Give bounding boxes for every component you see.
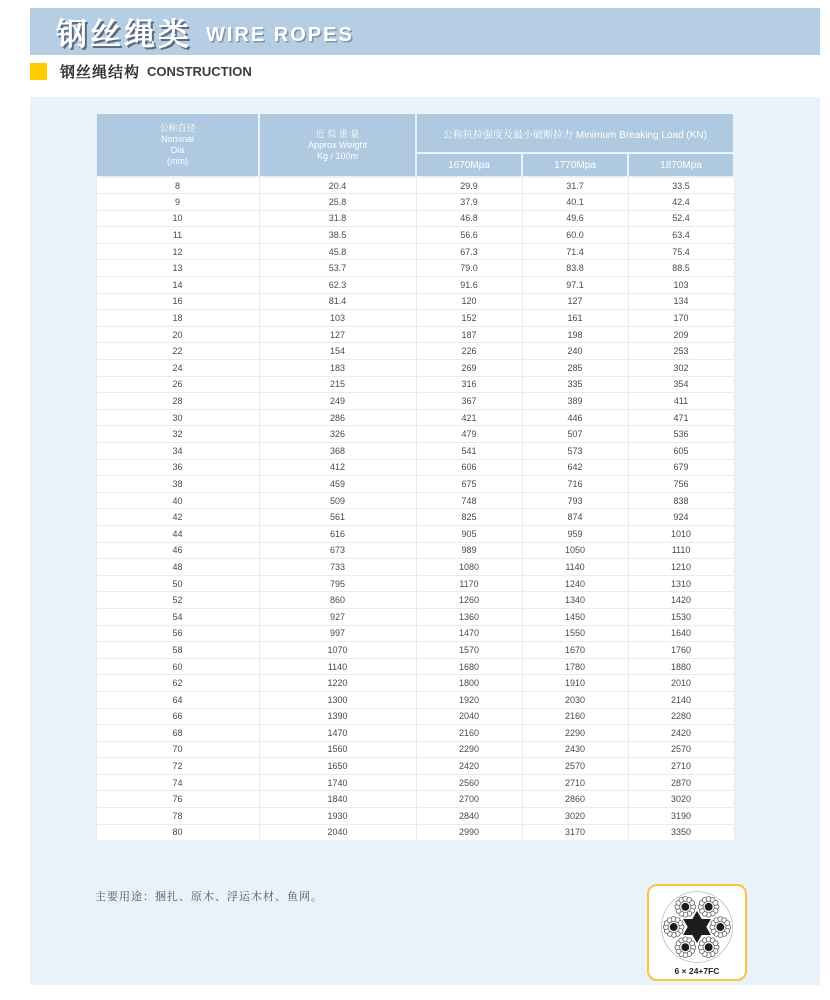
table-cell: 72 (96, 758, 259, 775)
table-cell: 81.4 (259, 293, 416, 310)
table-cell: 45.8 (259, 243, 416, 260)
table-row (96, 227, 734, 244)
table-cell: 1880 (628, 658, 734, 675)
table-cell: 1670 (522, 642, 628, 659)
table-cell: 1570 (416, 642, 522, 659)
banner-title-zh: 钢丝绳类 (56, 17, 192, 52)
table-cell: 286 (259, 409, 416, 426)
table-row (96, 326, 734, 343)
table-cell: 20 (96, 326, 259, 343)
table-cell: 367 (416, 393, 522, 410)
table-cell: 97.1 (522, 277, 628, 294)
table-cell: 134 (628, 293, 734, 310)
table-cell: 46.8 (416, 210, 522, 227)
page-banner (30, 8, 820, 55)
table-cell: 1640 (628, 625, 734, 642)
table-cell: 2280 (628, 708, 734, 725)
table-cell: 1680 (416, 658, 522, 675)
table-cell: 60.0 (522, 227, 628, 244)
table-cell: 959 (522, 525, 628, 542)
table-cell: 1840 (259, 791, 416, 808)
table-cell: 642 (522, 459, 628, 476)
table-row (96, 177, 734, 194)
table-cell: 1760 (628, 642, 734, 659)
table-row (96, 774, 734, 791)
table-cell: 31.7 (522, 177, 628, 194)
table-cell: 2710 (522, 774, 628, 791)
table-cell: 1240 (522, 575, 628, 592)
table-cell: 74 (96, 774, 259, 791)
table-cell: 52 (96, 592, 259, 609)
table-cell: 905 (416, 525, 522, 542)
table-cell: 33.5 (628, 177, 734, 194)
table-cell: 25.8 (259, 194, 416, 211)
table-cell: 2140 (628, 691, 734, 708)
section-title-zh: 钢丝绳结构 (60, 63, 141, 81)
table-cell: 1300 (259, 691, 416, 708)
table-cell: 1360 (416, 608, 522, 625)
table-cell: 1310 (628, 575, 734, 592)
table-row (96, 277, 734, 294)
table-cell: 1080 (416, 559, 522, 576)
table-cell: 215 (259, 376, 416, 393)
table-row (96, 409, 734, 426)
section-heading (30, 61, 252, 81)
table-cell: 606 (416, 459, 522, 476)
table-cell: 44 (96, 525, 259, 542)
table-row (96, 708, 734, 725)
table-cell: 1260 (416, 592, 522, 609)
section-title-en: CONSTRUCTION (147, 63, 252, 79)
table-cell: 2570 (628, 741, 734, 758)
table-cell: 874 (522, 509, 628, 526)
table-cell: 78 (96, 808, 259, 825)
table-cell: 52.4 (628, 210, 734, 227)
table-cell: 1140 (259, 658, 416, 675)
table-cell: 18 (96, 310, 259, 327)
table-cell: 62 (96, 675, 259, 692)
table-cell: 316 (416, 376, 522, 393)
table-cell: 68 (96, 725, 259, 742)
table-cell: 2710 (628, 758, 734, 775)
table-row (96, 741, 734, 758)
wire-rope-spec-table (95, 112, 735, 841)
rope-cross-section-box (647, 884, 747, 981)
table-cell: 2420 (416, 758, 522, 775)
table-cell: 187 (416, 326, 522, 343)
table-cell: 253 (628, 343, 734, 360)
table-cell: 53.7 (259, 260, 416, 277)
table-cell: 28 (96, 393, 259, 410)
table-cell: 1930 (259, 808, 416, 825)
table-cell: 34 (96, 443, 259, 460)
table-cell: 12 (96, 243, 259, 260)
table-cell: 127 (522, 293, 628, 310)
table-cell: 2860 (522, 791, 628, 808)
table-row (96, 476, 734, 493)
table-cell: 2290 (522, 725, 628, 742)
table-cell: 2430 (522, 741, 628, 758)
header-1670mpa: 1670Mpa (416, 153, 522, 177)
table-cell: 120 (416, 293, 522, 310)
table-cell: 679 (628, 459, 734, 476)
table-row (96, 608, 734, 625)
table-cell: 1220 (259, 675, 416, 692)
table-cell: 1920 (416, 691, 522, 708)
table-cell: 152 (416, 310, 522, 327)
table-cell: 1550 (522, 625, 628, 642)
table-cell: 1740 (259, 774, 416, 791)
main-usage-note: 主要用途：捆扎、原木、浮运木材、鱼网。 (95, 891, 323, 903)
header-1770mpa: 1770Mpa (522, 153, 628, 177)
table-cell: 22 (96, 343, 259, 360)
table-row (96, 575, 734, 592)
table-cell: 67.3 (416, 243, 522, 260)
table-cell: 2010 (628, 675, 734, 692)
table-row (96, 808, 734, 825)
table-cell: 2040 (259, 824, 416, 841)
table-cell: 80 (96, 824, 259, 841)
table-cell: 240 (522, 343, 628, 360)
table-row (96, 542, 734, 559)
table-cell: 927 (259, 608, 416, 625)
table-cell: 479 (416, 426, 522, 443)
rope-construction-label: 6 × 24+7FC (674, 965, 720, 976)
table-row (96, 260, 734, 277)
header-breaking-load-group: 公称抗拉强度及最小破断拉力 Minimum Breaking Load (KN) (416, 113, 734, 153)
table-cell: 838 (628, 492, 734, 509)
table-cell: 209 (628, 326, 734, 343)
table-cell: 249 (259, 393, 416, 410)
table-cell: 1420 (628, 592, 734, 609)
table-cell: 60 (96, 658, 259, 675)
table-cell: 1110 (628, 542, 734, 559)
table-cell: 76 (96, 791, 259, 808)
table-cell: 2160 (416, 725, 522, 742)
table-cell: 997 (259, 625, 416, 642)
table-cell: 446 (522, 409, 628, 426)
table-cell: 170 (628, 310, 734, 327)
table-header (96, 113, 734, 177)
table-cell: 825 (416, 509, 522, 526)
table-cell: 509 (259, 492, 416, 509)
table-cell: 1650 (259, 758, 416, 775)
table-cell: 2560 (416, 774, 522, 791)
table-cell: 756 (628, 476, 734, 493)
table-cell: 793 (522, 492, 628, 509)
table-cell: 2870 (628, 774, 734, 791)
table-cell: 421 (416, 409, 522, 426)
table-cell: 989 (416, 542, 522, 559)
table-cell: 507 (522, 426, 628, 443)
table-cell: 1010 (628, 525, 734, 542)
table-row (96, 393, 734, 410)
table-row (96, 725, 734, 742)
table-cell: 302 (628, 360, 734, 377)
table-cell: 49.6 (522, 210, 628, 227)
banner-title-en: WIRE ROPES (206, 24, 354, 46)
table-row (96, 824, 734, 841)
table-cell: 20.4 (259, 177, 416, 194)
table-cell: 103 (628, 277, 734, 294)
table-cell: 161 (522, 310, 628, 327)
table-row (96, 426, 734, 443)
table-cell: 63.4 (628, 227, 734, 244)
rope-cross-section-icon (659, 890, 735, 964)
table-cell: 716 (522, 476, 628, 493)
table-row (96, 459, 734, 476)
table-cell: 2040 (416, 708, 522, 725)
table-cell: 2840 (416, 808, 522, 825)
header-nominal-dia: 公称直径 Nominal Dia (mm) (96, 113, 259, 177)
table-cell: 326 (259, 426, 416, 443)
table-row (96, 443, 734, 460)
table-cell: 368 (259, 443, 416, 460)
table-row (96, 210, 734, 227)
table-cell: 2990 (416, 824, 522, 841)
table-cell: 748 (416, 492, 522, 509)
table-cell: 2700 (416, 791, 522, 808)
table-cell: 673 (259, 542, 416, 559)
table-cell: 64 (96, 691, 259, 708)
table-cell: 8 (96, 177, 259, 194)
table-cell: 285 (522, 360, 628, 377)
table-row (96, 642, 734, 659)
table-row (96, 492, 734, 509)
table-cell: 459 (259, 476, 416, 493)
table-cell: 541 (416, 443, 522, 460)
table-row (96, 293, 734, 310)
table-cell: 1800 (416, 675, 522, 692)
table-cell: 11 (96, 227, 259, 244)
table-cell: 733 (259, 559, 416, 576)
table-row (96, 625, 734, 642)
table-cell: 3190 (628, 808, 734, 825)
table-cell: 2030 (522, 691, 628, 708)
table-cell: 924 (628, 509, 734, 526)
table-cell: 3020 (522, 808, 628, 825)
table-cell: 2570 (522, 758, 628, 775)
table-body (96, 177, 734, 841)
table-row (96, 525, 734, 542)
table-cell: 605 (628, 443, 734, 460)
table-cell: 31.8 (259, 210, 416, 227)
table-cell: 13 (96, 260, 259, 277)
table-cell: 183 (259, 360, 416, 377)
table-cell: 48 (96, 559, 259, 576)
table-cell: 75.4 (628, 243, 734, 260)
table-row (96, 376, 734, 393)
table-row (96, 758, 734, 775)
yellow-bullet-icon (30, 63, 47, 80)
table-cell: 335 (522, 376, 628, 393)
table-cell: 226 (416, 343, 522, 360)
table-cell: 1470 (259, 725, 416, 742)
table-cell: 1340 (522, 592, 628, 609)
table-cell: 46 (96, 542, 259, 559)
table-cell: 32 (96, 426, 259, 443)
table-cell: 103 (259, 310, 416, 327)
table-cell: 38 (96, 476, 259, 493)
table-row (96, 360, 734, 377)
table-cell: 54 (96, 608, 259, 625)
table-cell: 62.3 (259, 277, 416, 294)
table-row (96, 559, 734, 576)
table-cell: 154 (259, 343, 416, 360)
table-cell: 573 (522, 443, 628, 460)
table-cell: 56.6 (416, 227, 522, 244)
table-cell: 50 (96, 575, 259, 592)
table-cell: 269 (416, 360, 522, 377)
table-cell: 66 (96, 708, 259, 725)
table-cell: 795 (259, 575, 416, 592)
table-cell: 56 (96, 625, 259, 642)
table-cell: 83.8 (522, 260, 628, 277)
header-approx-weight: 近 似 重 量 Approx Weight Kg / 100m (259, 113, 416, 177)
content-panel (30, 97, 820, 985)
table-cell: 616 (259, 525, 416, 542)
table-cell: 1050 (522, 542, 628, 559)
table-cell: 42 (96, 509, 259, 526)
table-cell: 79.0 (416, 260, 522, 277)
table-cell: 38.5 (259, 227, 416, 244)
table-cell: 471 (628, 409, 734, 426)
table-cell: 1560 (259, 741, 416, 758)
table-cell: 561 (259, 509, 416, 526)
table-cell: 3170 (522, 824, 628, 841)
table-cell: 1390 (259, 708, 416, 725)
table-cell: 3020 (628, 791, 734, 808)
table-cell: 9 (96, 194, 259, 211)
table-cell: 16 (96, 293, 259, 310)
table-cell: 354 (628, 376, 734, 393)
table-cell: 1210 (628, 559, 734, 576)
table-cell: 412 (259, 459, 416, 476)
table-cell: 70 (96, 741, 259, 758)
table-cell: 2290 (416, 741, 522, 758)
table-cell: 1140 (522, 559, 628, 576)
table-cell: 1910 (522, 675, 628, 692)
table-cell: 860 (259, 592, 416, 609)
table-row (96, 658, 734, 675)
table-cell: 411 (628, 393, 734, 410)
header-1870mpa: 1870Mpa (628, 153, 734, 177)
table-cell: 30 (96, 409, 259, 426)
table-row (96, 791, 734, 808)
table-cell: 88.5 (628, 260, 734, 277)
table-cell: 26 (96, 376, 259, 393)
table-row (96, 691, 734, 708)
table-cell: 1470 (416, 625, 522, 642)
table-cell: 58 (96, 642, 259, 659)
table-cell: 29.9 (416, 177, 522, 194)
table-cell: 536 (628, 426, 734, 443)
table-row (96, 194, 734, 211)
table-row (96, 310, 734, 327)
table-cell: 24 (96, 360, 259, 377)
table-cell: 91.6 (416, 277, 522, 294)
table-row (96, 243, 734, 260)
table-row (96, 675, 734, 692)
table-row (96, 509, 734, 526)
table-cell: 2420 (628, 725, 734, 742)
table-cell: 389 (522, 393, 628, 410)
table-cell: 2160 (522, 708, 628, 725)
table-cell: 71.4 (522, 243, 628, 260)
table-cell: 37.9 (416, 194, 522, 211)
table-cell: 10 (96, 210, 259, 227)
table-cell: 675 (416, 476, 522, 493)
table-cell: 198 (522, 326, 628, 343)
table-cell: 14 (96, 277, 259, 294)
table-cell: 1530 (628, 608, 734, 625)
table-cell: 3350 (628, 824, 734, 841)
table-row (96, 343, 734, 360)
table-cell: 1780 (522, 658, 628, 675)
table-cell: 40.1 (522, 194, 628, 211)
table-cell: 1170 (416, 575, 522, 592)
table-cell: 42.4 (628, 194, 734, 211)
table-cell: 127 (259, 326, 416, 343)
table-cell: 1070 (259, 642, 416, 659)
table-cell: 36 (96, 459, 259, 476)
table-cell: 40 (96, 492, 259, 509)
table-row (96, 592, 734, 609)
table-cell: 1450 (522, 608, 628, 625)
